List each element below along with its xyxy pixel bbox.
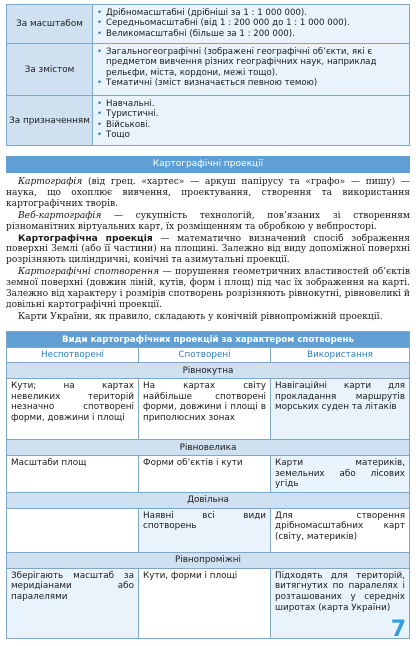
term: Картографія <box>18 177 83 187</box>
term: Картографічні спотворення <box>18 267 160 278</box>
classification-category: За призначенням <box>7 96 93 146</box>
table-row <box>7 568 410 638</box>
definition: — порушення геометричних властивостей об’єктів земної поверхні (довжин ліній, кутів, форм і площ) під час їх зображення на карті. Залежно від характеру і розмірів спотворень розрізняють рівнокутні, рівновеликі й довільні картографічні проекції. <box>6 267 410 310</box>
table-cell: На картах світу найбільше спотворені форми, довжини і площі в приполюсних зонах <box>139 379 271 440</box>
classification-item: • Дрібномасштабні (дрібніші за 1 : 1 000 000). <box>97 8 405 18</box>
map-classification-table <box>6 4 410 146</box>
classification-row-scale <box>7 5 410 44</box>
classification-items <box>93 5 410 44</box>
group-label: Рівнопроміжні <box>7 552 410 568</box>
classification-item: • Великомасштабні (більше за 1 : 200 000). <box>97 29 405 39</box>
definitions-text <box>6 177 410 324</box>
paragraph <box>6 267 410 311</box>
table-row <box>7 379 410 440</box>
table-cell: Карти материків, земельних або лісових угідь <box>271 456 410 493</box>
group-label: Довільна <box>7 492 410 508</box>
table-group-row <box>7 363 410 379</box>
table-group-row <box>7 552 410 568</box>
table-cell: Підходять для територій, витягнутих по паралелях і розташованих у середніх широтах (карта України) <box>271 568 410 638</box>
classification-item: • Середньомасштабні (від 1 : 200 000 до 1 : 1 000 000). <box>97 18 405 28</box>
table-cell: Наявні всі види спотворень <box>139 508 271 552</box>
table-cell: Для створення дрібномасштабних карт (світу, материків) <box>271 508 410 552</box>
group-label: Рівнокутна <box>7 363 410 379</box>
classification-category: За змістом <box>7 44 93 96</box>
column-header: Неспотворені <box>7 348 139 363</box>
table-group-row <box>7 492 410 508</box>
definition: — математично визначений спосіб зображення поверхні Землі (або її частини) на площині. Залежно від виду допоміжної поверхні розрізняють циліндричні, конічні та азимутальні проекції. <box>6 233 410 266</box>
column-header: Спотворені <box>139 348 271 363</box>
table-cell <box>7 508 139 552</box>
table-row <box>7 456 410 493</box>
classification-items <box>93 96 410 146</box>
table-group-row <box>7 440 410 456</box>
definition: Карти України, як правило, складають у конічній рівнопроміжній проекції. <box>18 311 383 322</box>
page-number: 7 <box>390 617 406 642</box>
table-title-row <box>7 332 410 348</box>
definition: (від грец. «хартес» — аркуш папірусу та «графо» — пишу) — наука, що охоплює вивчення, проектування, створення та використання картографічних творів. <box>6 177 410 209</box>
table-cell: Кути; на картах невеликих територій незначно спотворені форми, довжини і площі <box>7 379 139 440</box>
classification-item: • Військові. <box>97 120 405 130</box>
table-header-row <box>7 348 410 363</box>
paragraph <box>6 177 410 210</box>
classification-item: • Туристичні. <box>97 109 405 119</box>
group-label: Рівновелика <box>7 440 410 456</box>
classification-row-purpose <box>7 96 410 146</box>
term: Картографічна проекція <box>18 233 153 244</box>
section-title: Картографічні проекції <box>6 156 410 173</box>
classification-items <box>93 44 410 96</box>
column-header: Використання <box>271 348 410 363</box>
classification-item: • Навчальні. <box>97 99 405 109</box>
table-cell: Форми об’єктів і кути <box>139 456 271 493</box>
classification-row-content <box>7 44 410 96</box>
paragraph <box>6 312 410 323</box>
distortion-types-table <box>6 331 410 639</box>
paragraph <box>6 234 410 267</box>
classification-item: • Загальногеографічні (зображені географічні об’єкти, які є предметом вивчення різних географічних наук, наприклад рельєфи, міста, кордони, межі тощо). <box>97 47 405 78</box>
table-cell: Масштаби площ <box>7 456 139 493</box>
classification-item: • Тощо <box>97 130 405 140</box>
table-title: Види картографічних проекцій за характером спотворень <box>7 332 410 348</box>
table-cell: Навігаційні карти для прокладання маршрутів морських суден та літаків <box>271 379 410 440</box>
classification-item: • Тематичні (зміст визначається певною темою) <box>97 78 405 88</box>
paragraph <box>6 211 410 233</box>
table-cell: Кути, форми і площі <box>139 568 271 638</box>
term: Веб-картографія <box>18 210 102 221</box>
table-cell: Зберігають масштаб за меридіанами або паралелями <box>7 568 139 638</box>
classification-category: За масштабом <box>7 5 93 44</box>
definition: — сукупність технологій, пов’язаних зі створенням різноманітних віртуальних карт, їх розміщенням та обробкою у вебпросторі. <box>6 210 410 232</box>
table-row <box>7 508 410 552</box>
